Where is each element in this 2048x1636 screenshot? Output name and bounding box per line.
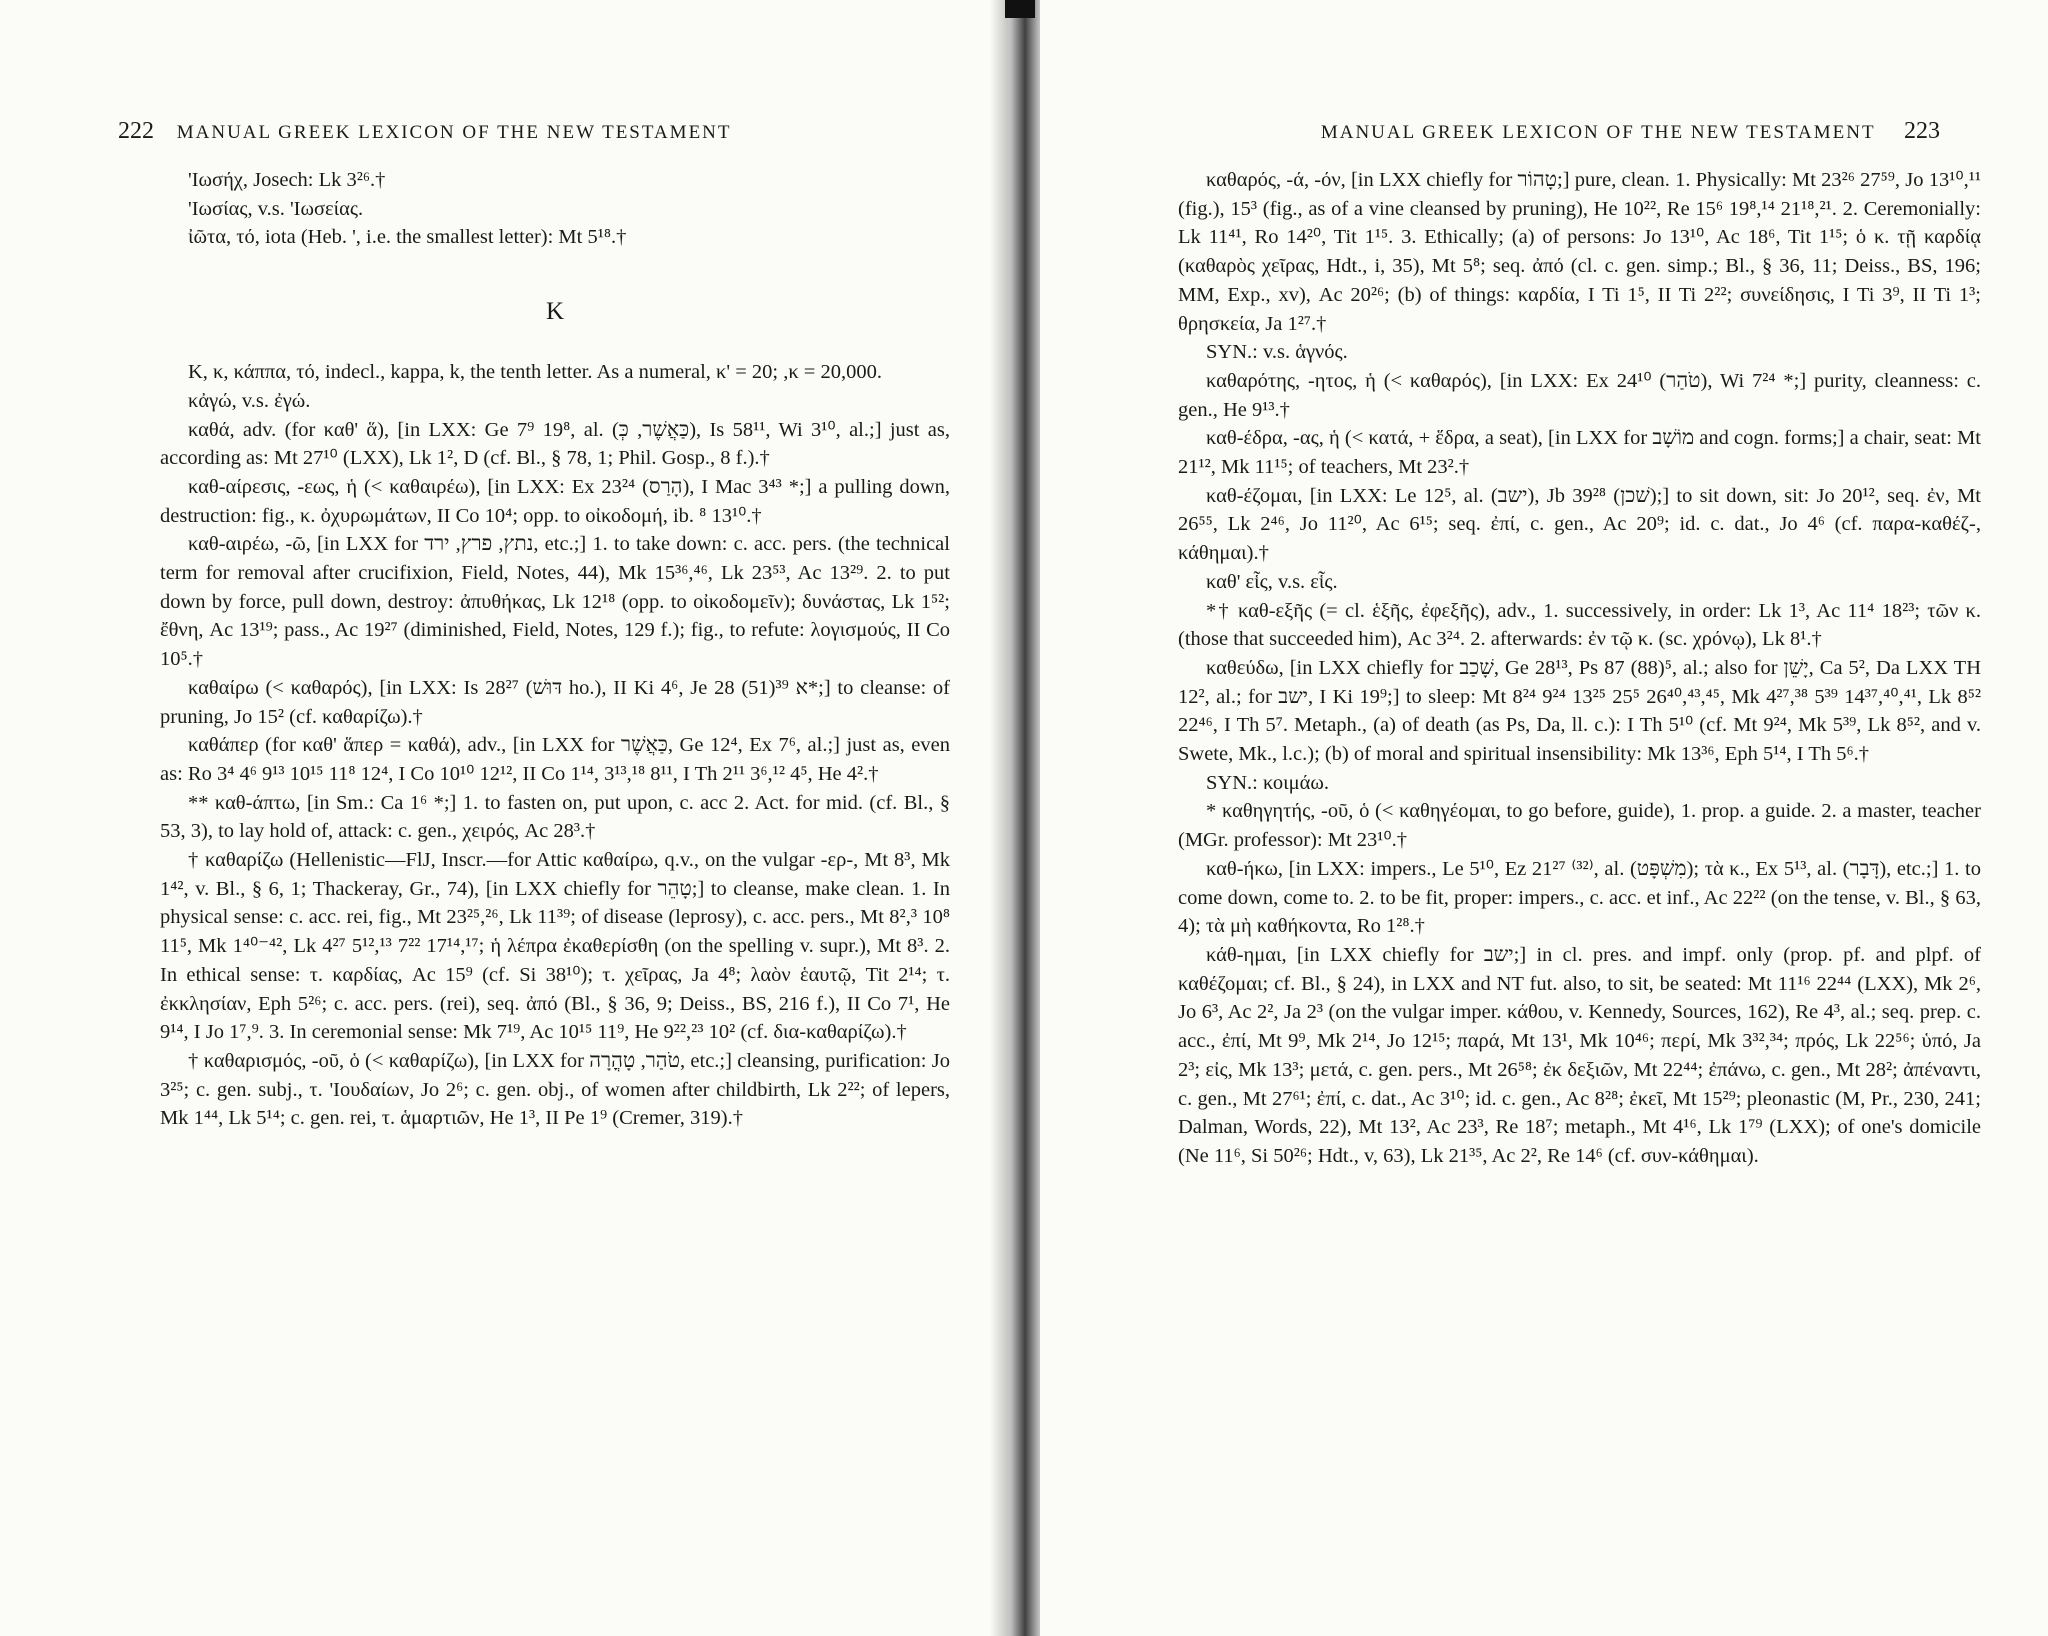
entry-kathairesis: καθ-αίρεσις, -εως, ἡ (< καθαιρέω), [in LXX: Ex 23²⁴ (הָרַס), I Mac 3⁴³ *;] a pulling down, destruction: fig., κ. ὀχυρωμάτων, II Co 10⁴; opp. to οἰκοδομή, ib. ⁸ 13¹⁰.† xyxy=(160,475,950,527)
left-page-number: 222 xyxy=(118,118,154,144)
entry-kathairo: καθαίρω (< καθαρός), [in LXX: Is 28²⁷ (דּוּשׁ ho.), II Ki 4⁶, Je 28 (51)³⁹ א*;] to cleanse: of pruning, Jo 15² (cf. καθαρίζω).† xyxy=(160,676,950,728)
entry-kathedra: καθ-έδρα, -ας, ἡ (< κατά, + ἕδρα, a seat), [in LXX for מוֹשָׁב and cogn. forms;] a chair, seat: Mt 21¹², Mk 11¹⁵; of teachers, Mt 23².† xyxy=(1178,427,1981,479)
right-page-text xyxy=(1178,166,1981,1171)
entry-katheudo: καθεύδω, [in LXX chiefly for שָׁכַב, Ge 28¹³, Ps 87 (88)⁵, al.; also for יָשֵׁן, Ca 5², Da LXX TH 12², al.; for ישב, I Ki 19⁹;] to sleep: Mt 8²⁴ 9²⁴ 13²⁵ 25⁵ 26⁴⁰,⁴³,⁴⁵, Mk 4²⁷,³⁸ 5³⁹ 14³⁷,⁴⁰,⁴¹, Lk 8⁵² 22⁴⁶, I Th 5⁷. Metaph., (a) of death (as Ps, Da, ll. c.): I Th 5¹⁰ (cf. Mt 9²⁴, Mk 5³⁹, Lk 8⁵², and v. Swete, Mk., l.c.); (b) of moral and spiritual insensibility: Mk 13³⁶, Eph 5¹⁴, I Th 5⁶.† xyxy=(1178,656,1982,766)
entry-kago: κἀγώ, v.s. ἐγώ. xyxy=(188,389,311,412)
entry-katharos-syn: SYN.: v.s. ἁγνός. xyxy=(1206,341,1348,364)
entry-kathapto: ** καθ-άπτω, [in Sm.: Ca 1⁶ *;] 1. to fasten on, put upon, c. acc 2. Act. for mid. (cf. Bl., § 53, 3), to lay hold of, attack: c. gen., χειρός, Ac 28³.† xyxy=(160,791,950,843)
entry-kathezomai: καθ-έζομαι, [in LXX: Le 12⁵, al. (ישב), Jb 39²⁸ (שׁכן);] to sit down, sit: Jo 20¹², seq. ἐν, Mt 26⁵⁵, Lk 2⁴⁶, Jo 11²⁰, Ac 6¹⁵; seq. ἐπί, c. gen., Ac 20⁹; id. c. dat., Jo 4⁶ (cf. παρα-καθέζ-, κάθημαι).† xyxy=(1178,484,1981,565)
book-gutter-top xyxy=(1005,0,1035,18)
left-running-head xyxy=(118,118,958,158)
entry-kathexes: *† καθ-εξῆς (= cl. ἑξῆς, ἐφεξῆς), adv., 1. successively, in order: Lk 1³, Ac 11⁴ 18²³; τῶν κ. (those that succeeded him), Ac 3²⁴. 2. afterwards: ἐν τῷ κ. (sc. χρόνῳ), Lk 8¹.† xyxy=(1178,599,1981,651)
entry-katheudo-syn: SYN.: κοιμάω. xyxy=(1206,771,1329,794)
right-running-title: MANUAL GREEK LEXICON OF THE NEW TESTAMENT xyxy=(1320,122,1876,143)
entry-kathegetes: * καθηγητής, -οῦ, ὁ (< καθηγέομαι, to go before, guide), 1. prop. a guide. 2. a master, teacher (MGr. professor): Mt 23¹⁰.† xyxy=(1178,800,1981,852)
right-page-number: 223 xyxy=(1904,118,1940,144)
left-page xyxy=(0,0,1008,1636)
entry-katharismos: † καθαρισμός, -οῦ, ὁ (< καθαρίζω), [in LXX for טֹהַר, טָהֳרָה, etc.;] cleansing, purification: Jo 3²⁵; c. gen. subj., τ. 'Ιουδαίων, Jo 2⁶; c. gen. obj., of women after childbirth, Lk 2²²; of lepers, Mk 1⁴⁴, Lk 5¹⁴; c. gen. rei, τ. ἁμαρτιῶν, He 1³, II Pe 1⁹ (Cremer, 319).† xyxy=(160,1049,951,1130)
entry-katheko: καθ-ήκω, [in LXX: impers., Le 5¹⁰, Ez 21²⁷ ⁽³²⁾, al. (מִשְׁפָּט); τὰ κ., Ex 5¹³, al. (דָּבָר), etc.;] 1. to come down, come to. 2. to be fit, proper: impers., c. acc. et inf., Ac 22²² (on the tense, v. Bl., § 63, 4); τὰ μὴ καθήκοντα, Ro 1²⁸.† xyxy=(1178,857,1981,938)
entry-katha: καθά, adv. (for καθ' ἅ), [in LXX: Ge 7⁹ 19⁸, al. (כַּאֲשֶׁר, כְּ), Is 58¹¹, Wi 3¹⁰, al.;] just as, according as: Mt 27¹⁰ (LXX), Lk 1², D (cf. Bl., § 78, 1; Phil. Gosp., 8 f.).† xyxy=(160,418,950,470)
entry-katharizo: † καθαρίζω (Hellenistic—FlJ, Inscr.—for Attic καθαίρω, q.v., on the vulgar -ερ-, Mt 8³, Mk 1⁴², v. Bl., § 6, 1; Thackeray, Gr., 74), [in LXX chiefly for טָהֵר;] to cleanse, make clean. 1. In physical sense: c. acc. rei, fig., Mt 23²⁵,²⁶, Lk 11³⁹; of disease (leprosy), c. acc. pers., Mt 8²,³ 10⁸ 11⁵, Mk 1⁴⁰⁻⁴², Lk 4²⁷ 5¹²,¹³ 7²² 17¹⁴,¹⁷; ἡ λέπρα ἐκαθερίσθη (on the spelling v. supr.), Mt 8³. 2. In ethical sense: τ. καρδίας, Ac 15⁹ (cf. Si 38¹⁰); τ. χεῖρας, Ja 4⁸; λαὸν ἑαυτῷ, Tit 2¹⁴; τ. ἐκκλησίαν, Eph 5²⁶; c. acc. pers. (rei), seq. ἀπό (Bl., § 36, 9; Deiss., BS, 216 f.), II Co 7¹, He 9¹⁴, I Jo 1⁷,⁹. 3. In ceremonial sense: Mk 7¹⁹, Ac 10¹⁵ 11⁹, He 9²²,²³ 10² (cf. δια-καθαρίζω).† xyxy=(160,849,950,1044)
entry-kappa: K, κ, κάππα, τό, indecl., kappa, k, the tenth letter. As a numeral, κ' = 20; ,κ = 20,000. xyxy=(188,361,882,384)
entry-kathaper: καθάπερ (for καθ' ἅπερ = καθά), adv., [in LXX for כַּאֲשֶׁר, Ge 12⁴, Ex 7⁶, al.;] just as, even as: Ro 3⁴ 4⁶ 9¹³ 10¹⁵ 11⁸ 12⁴, I Co 10¹⁰ 12¹², II Co 1¹⁴, 3¹³,¹⁸ 8¹¹, I Th 2¹¹ 3⁶,¹² 4⁵, He 4².† xyxy=(160,734,950,785)
section-letter-k: K xyxy=(545,298,565,326)
entry-iosias: 'Ιωσίας, v.s. 'Ιωσείας. xyxy=(188,197,364,220)
entry-josech: 'Ιωσήχ, Josech: Lk 3²⁶.† xyxy=(188,169,386,191)
entry-kathaireo: καθ-αιρέω, -ῶ, [in LXX for נתץ, פרץ, ירד, etc.;] 1. to take down: c. acc. pers. (the technical term for removal after crucifixion, Field, Notes, 44), Mk 15³⁶,⁴⁶, Lk 23⁵³, Ac 13²⁹. 2. to put down by force, pull down, destroy: ἀπυθήκας, Lk 12¹⁸ (opp. to οἰκοδομεῖν); δυνάστας, Lk 1⁵²; ἔθνη, Ac 13¹⁹; pass., Ac 19²⁷ (diminished, Field, Notes, 129 f.); fig., to refute: λογισμούς, II Co 10⁵.† xyxy=(160,533,950,671)
entry-kath-heis: καθ' εἷς, v.s. εἷς. xyxy=(1206,570,1338,593)
entry-katharos: καθαρός, -ά, -όν, [in LXX chiefly for טָהוֹר;] pure, clean. 1. Physically: Mt 23²⁶ 27⁵⁹, Jo 13¹⁰,¹¹ (fig.), 15³ (fig., as of a vine cleansed by pruning), He 10²², Re 15⁶ 19⁸,¹⁴ 21¹⁸,²¹. 2. Ceremonially: Lk 11⁴¹, Ro 14²⁰, Tit 1¹⁵. 3. Ethically; (a) of persons: Jo 13¹⁰, Ac 18⁶, Tit 1¹⁵; ὁ κ. τῇ καρδίᾳ (καθαρὸς χεῖρας, Hdt., i, 35), Mt 5⁸; seq. ἀπό (cl. c. gen. simp.; Bl., § 36, 11; Deiss., BS, 196; MM, Exp., xv), Ac 20²⁶; (b) of things: καρδία, I Ti 1⁵, II Ti 2²²; συνείδησις, I Ti 3⁹, II Ti 1³; θρησκεία, Ja 1²⁷.† xyxy=(1178,169,1981,335)
left-page-text xyxy=(160,166,950,1133)
right-page xyxy=(1040,0,2048,1636)
entry-katharotes: καθαρότης, -ητος, ἡ (< καθαρός), [in LXX: Ex 24¹⁰ (טֹהַר), Wi 7²⁴ *;] purity, cleanness: c. gen., He 9¹³.† xyxy=(1178,369,1981,421)
left-running-title: MANUAL GREEK LEXICON OF THE NEW TESTAMENT xyxy=(176,122,732,143)
entry-kathemai: κάθ-ημαι, [in LXX chiefly for ישב;] in cl. pres. and impf. only (prop. pf. and plpf. of καθέζομαι; cf. Bl., § 24), in LXX and NT fut. also, to sit, be seated: Mt 11¹⁶ 22⁴⁴ (LXX), Mk 2⁶, Jo 6³, Ac 2², Ja 2³ (on the vulgar imper. κάθου, v. Kennedy, Sources, 162), Re 4³, al.; seq. prep. c. acc., ἐπί, Mt 9⁹, Mk 2¹⁴, Jo 12¹⁵; παρά, Mt 13¹, Mk 10⁴⁶; περί, Mk 3³²,³⁴; πρός, Lk 22⁵⁶; ὑπό, Ja 2³; εἰς, Mk 13³; μετά, c. gen. pers., Mt 26⁵⁸; ἐκ δεξιῶν, Mt 22⁴⁴; ἐπάνω, c. gen., Mt 28²; ἀπέναντι, c. gen., Mt 27⁶¹; ἐπί, c. dat., Ac 3¹⁰; id. c. gen., Ac 8²⁸; ἐκεῖ, Mt 15²⁹; pleonastic (M, Pr., 230, 241; Dalman, Words, 22), Mt 13², Ac 23³, Re 18⁷; metaph., Mt 4¹⁶, Lk 1⁷⁹ (LXX); of one's domicile (Ne 11⁶, Si 50²⁶; Hdt., v, 63), Lk 21³⁵, Ac 2², Re 14⁶ (cf. συν-κάθημαι). xyxy=(1178,943,1981,1167)
right-running-head xyxy=(1180,118,1940,158)
entry-iota: ἰῶτα, τό, iota (Heb. ', i.e. the smallest letter): Mt 5¹⁸.† xyxy=(188,226,627,249)
